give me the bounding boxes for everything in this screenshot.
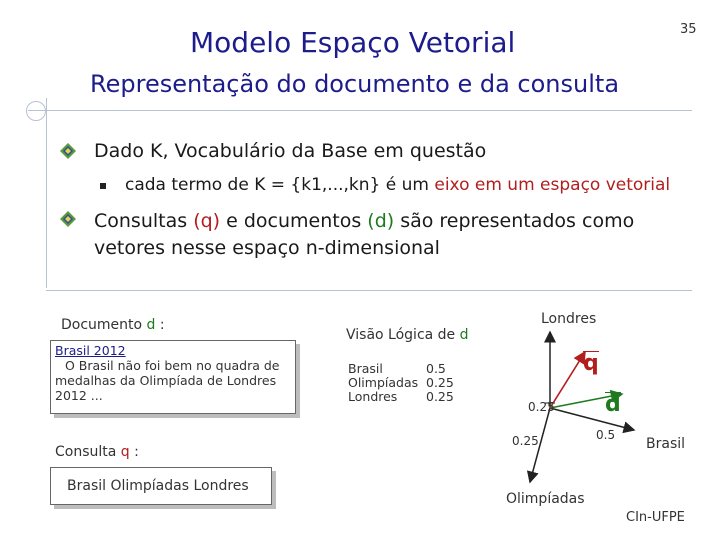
axis-label-brasil: Brasil	[646, 436, 686, 452]
tick-label-londres: 0.25	[528, 400, 555, 414]
bullet-vocabulary-text: Dado K, Vocabulário da Base em questão	[94, 140, 487, 162]
page-number: 35	[680, 22, 697, 37]
axis-brasil	[550, 408, 634, 430]
logical-view-label: Visão Lógica de d	[346, 327, 469, 343]
document-title: Brasil 2012	[55, 343, 126, 358]
footer-text: CIn-UFPE	[626, 510, 685, 525]
document-body: O Brasil não foi bem no quadra de medalhas da Olimpíada de Londres 2012 ...	[55, 358, 280, 403]
query-label: Consulta q :	[55, 444, 139, 460]
tick-label-olimpiadas: 0.25	[512, 434, 539, 448]
slide-title: Modelo Espaço Vetorial	[190, 26, 516, 59]
document-symbol: (d)	[367, 210, 395, 232]
tick-label-brasil: 0.5	[596, 428, 616, 442]
bullet-vectors-text: Consultas (q) e documentos (d) são representados como vetores nesse espaço n-dimensional	[94, 210, 635, 259]
vector-q-label: q	[583, 351, 599, 376]
sub-bullet-prefix: cada termo de K = {k1,...,kn} é um	[125, 175, 429, 195]
axis-label-londres: Londres	[541, 311, 597, 327]
slide-subtitle: Representação do documento e da consulta	[90, 70, 620, 98]
sub-bullet-highlight: eixo em um espaço vetorial	[428, 175, 671, 195]
vector-q	[550, 352, 585, 408]
query-symbol: (q)	[193, 210, 221, 232]
query-text: Brasil Olimpíadas Londres	[67, 478, 249, 494]
axis-label-olimpiadas: Olimpíadas	[506, 491, 585, 507]
vector-d-label: d	[605, 392, 621, 417]
document-label: Documento d :	[61, 317, 165, 333]
